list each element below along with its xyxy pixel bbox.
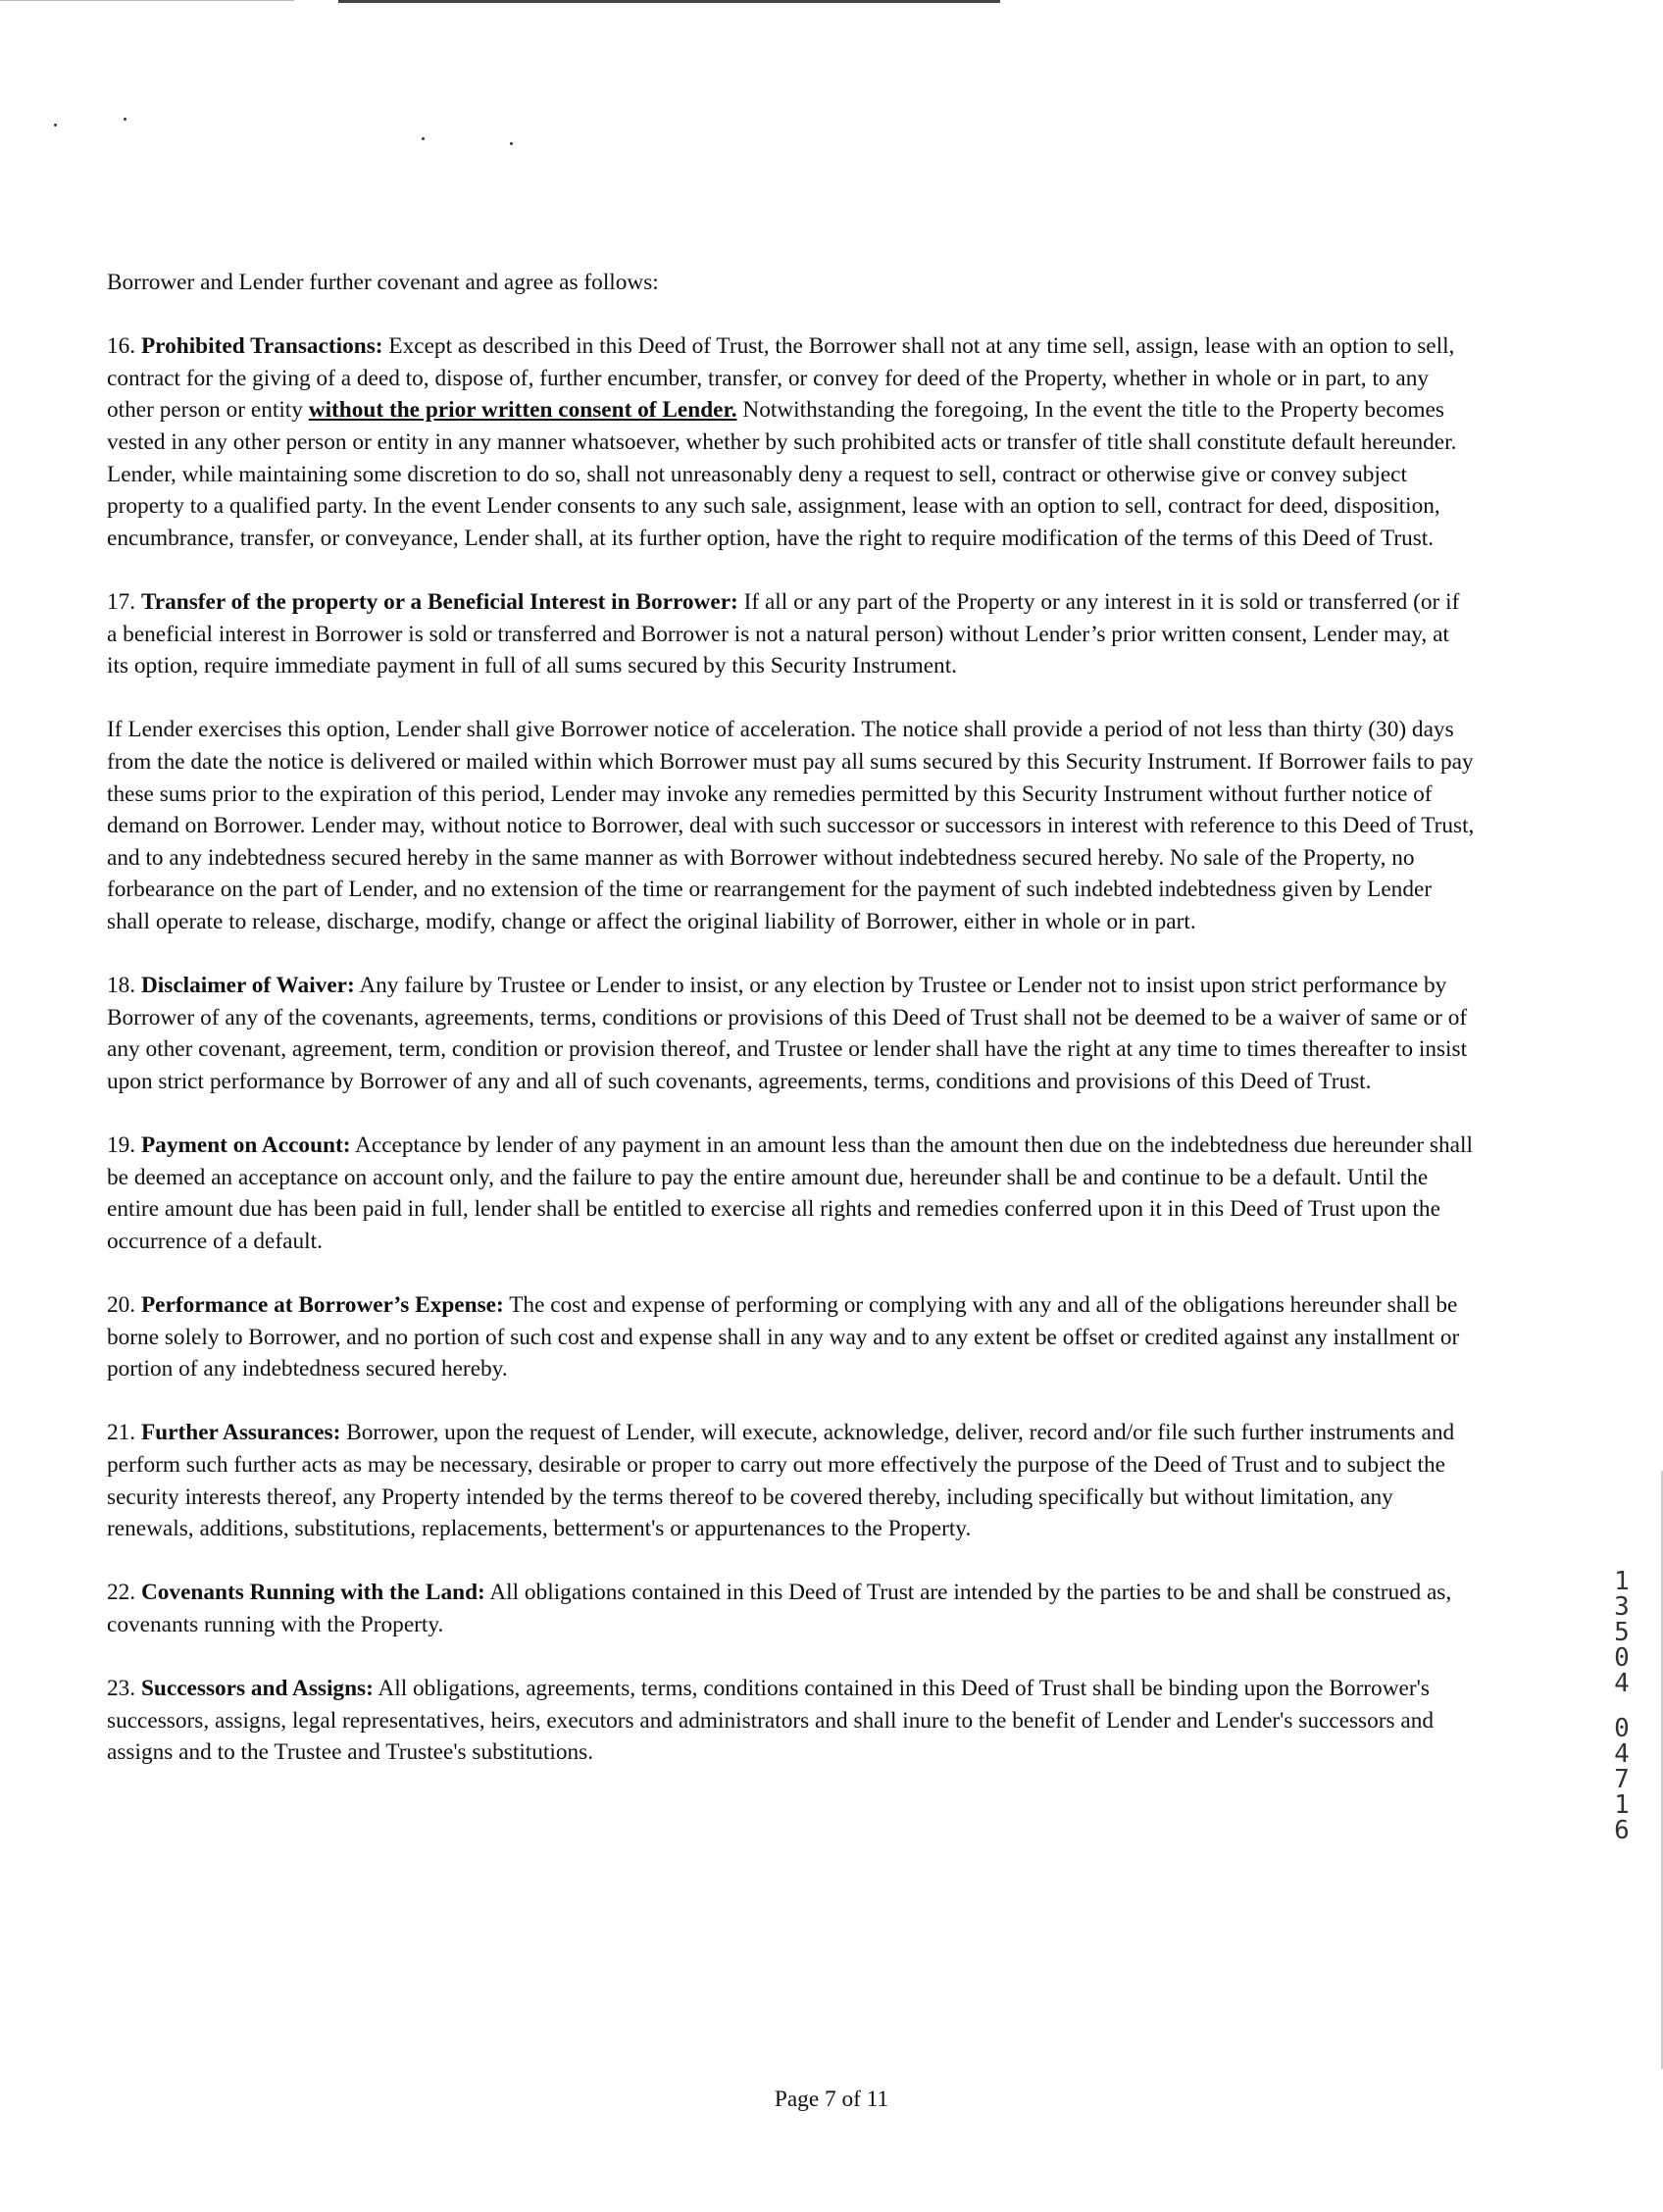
- page-number: Page 7 of 11: [774, 2086, 889, 2112]
- section-text: Any failure by Trustee or Lender to insist, or any election by Trustee or Lender not to insist upon strict performance by Borrower of any of the covenants, agreements, terms, conditions or provisions of this Deed of Trust shall not be deemed to be a waiver of same or of any other covenant, agreement, term, condition or provision thereof, and Trustee or lender shall have the right at any time to times thereafter to insist upon strict performance by Borrower of any and all of such covenants, agreements, terms, conditions and provisions of this Deed of Trust.: [107, 973, 1468, 1094]
- section-text: All obligations contained in this Deed of Trust are intended by the parties to be and shall be construed as, covenants running with the Property.: [107, 1580, 1452, 1637]
- section-title: Payment on Account:: [140, 1132, 351, 1159]
- scan-edge-line: [0, 0, 294, 1]
- section-19: [107, 1130, 1475, 1257]
- stamp-digit: 0: [1614, 1714, 1630, 1743]
- section-text: Acceptance by lender of any payment in an amount less than the amount then due on the indebtedness due hereunder shall be deemed an acceptance on account only, and the failure to pay the entire amount due, hereunder shall be and continue to be a default. Until the entire amount due has been paid in full, lender shall be entitled to exercise all rights and remedies conferred upon it in this Deed of Trust upon the occurrence of a default.: [107, 1132, 1473, 1254]
- stamp-digit: 6: [1614, 1816, 1630, 1845]
- section-number: 18.: [107, 973, 136, 999]
- scan-speck: [54, 124, 57, 126]
- stamp-digit: 5: [1614, 1618, 1630, 1647]
- section-text: Except as described in this Deed of Trust, the Borrower shall not at any time sell, assign, lease with an option to sell, contract for the giving of a deed to, dispose of, further encumber, transfer, or convey for deed of the Property, whether in whole or in part, to any other person or entity: [107, 333, 1455, 424]
- section-number: 21.: [107, 1420, 136, 1446]
- section-title: Disclaimer of Waiver:: [140, 973, 355, 999]
- section-text: Notwithstanding the foregoing, In the event the title to the Property becomes vested in any other person or entity in any manner whatsoever, whether by such prohibited acts or transfer of title shall constitute default hereunder. Lender, while maintaining some discretion to do so, shall not unreasonably deny a request to sell, contract or otherwise give or convey subject property to a qualified party. In the event Lender consents to any such sale, assignment, lease with an option to sell, contract for deed, disposition, encumbrance, transfer, or conveyance, Lender shall, at its further option, have the right to require modification of the terms of this Deed of Trust.: [107, 397, 1457, 551]
- stamp-digit: 1: [1614, 1567, 1630, 1596]
- section-title: Performance at Borrower’s Expense:: [140, 1292, 504, 1318]
- scan-speck: [422, 137, 425, 140]
- section-21: [107, 1417, 1475, 1544]
- stamp-digit: 1: [1614, 1790, 1630, 1820]
- intro-paragraph: Borrower and Lender further covenant and agree as follows:: [107, 270, 659, 295]
- scan-edge-line: [338, 0, 1000, 3]
- section-18: [107, 970, 1475, 1097]
- recording-stamp: [1608, 1569, 1636, 1843]
- section-22: [107, 1577, 1475, 1640]
- section-text: If all or any part of the Property or any interest in it is sold or transferred (or if a beneficial interest in Borrower is sold or transferred and Borrower is not a natural person) without Lender’s prior written consent, Lender may, at its option, require immediate payment in full of all sums secured by this Security Instrument.: [107, 588, 1460, 679]
- stamp-digit: 3: [1614, 1592, 1630, 1622]
- section-title: Prohibited Transactions:: [140, 333, 383, 360]
- section-title: Covenants Running with the Land:: [140, 1580, 485, 1606]
- section-title: Transfer of the property or a Beneficial Interest in Borrower:: [140, 588, 738, 615]
- section-20: [107, 1289, 1475, 1385]
- section-number: 19.: [107, 1132, 136, 1159]
- document-body: [107, 267, 1475, 1801]
- section-text: The cost and expense of performing or complying with any and all of the obligations hereunder shall be borne solely to Borrower, and no portion of such cost and expense shall in any way and to any extent be offset or credited against any installment or portion of any indebtedness secured hereby.: [107, 1292, 1460, 1382]
- section-text: Borrower, upon the request of Lender, will execute, acknowledge, deliver, record and/or file such further instruments and perform such further acts as may be necessary, desirable or proper to carry out more effectively the purpose of the Deed of Trust and to subject the security interests thereof, any Property intended by the terms thereof to be covered thereby, including specifically but without limitation, any renewals, additions, substitutions, replacements, betterment's or appurtenances to the Property.: [107, 1420, 1455, 1542]
- section-number: 23.: [107, 1676, 136, 1702]
- stamp-digit: 7: [1614, 1765, 1630, 1794]
- section-number: 22.: [107, 1580, 136, 1606]
- stamp-digit: 4: [1614, 1669, 1630, 1698]
- section-number: 16.: [107, 333, 136, 360]
- section-text: All obligations, agreements, terms, conditions contained in this Deed of Trust shall be binding upon the Borrower's successors, assigns, legal representatives, heirs, executors and administrators and shall inure to the benefit of Lender and Lender's successors and assigns and to the Trustee and Trustee's substitutions.: [107, 1676, 1435, 1766]
- section-16: [107, 330, 1475, 554]
- scan-speck: [510, 142, 513, 145]
- section-17: [107, 586, 1475, 682]
- section-emphasis: without the prior written consent of Lender.: [308, 397, 737, 424]
- scan-speck: [124, 118, 126, 121]
- section-title: Successors and Assigns:: [140, 1676, 374, 1702]
- section-17-continuation: If Lender exercises this option, Lender shall give Borrower notice of acceleration. The notice shall provide a period of not less than thirty (30) days from the date the notice is delivered or mailed within which Borrower must pay all sums secured by this Security Instrument. If Borrower fails to pay these sums prior to the expiration of this period, Lender may invoke any remedies permitted by this Security Instrument without further notice of demand on Borrower. Lender may, without notice to Borrower, deal with such successor or successors in interest with reference to this Deed of Trust, and to any indebtedness secured hereby in the same manner as with Borrower without indebtedness secured hereby. No sale of the Property, no forbearance on the part of Lender, and no extension of the time or rearrangement for the payment of such indebted indebtedness given by Lender shall operate to release, discharge, modify, change or affect the original liability of Borrower, either in whole or in part.: [107, 717, 1475, 934]
- stamp-digit: 0: [1614, 1643, 1630, 1673]
- section-number: 20.: [107, 1292, 136, 1318]
- section-23: [107, 1673, 1475, 1769]
- stamp-gap: [1608, 1696, 1636, 1716]
- stamp-digit: 4: [1614, 1739, 1630, 1769]
- section-number: 17.: [107, 588, 136, 615]
- section-title: Further Assurances:: [140, 1420, 341, 1446]
